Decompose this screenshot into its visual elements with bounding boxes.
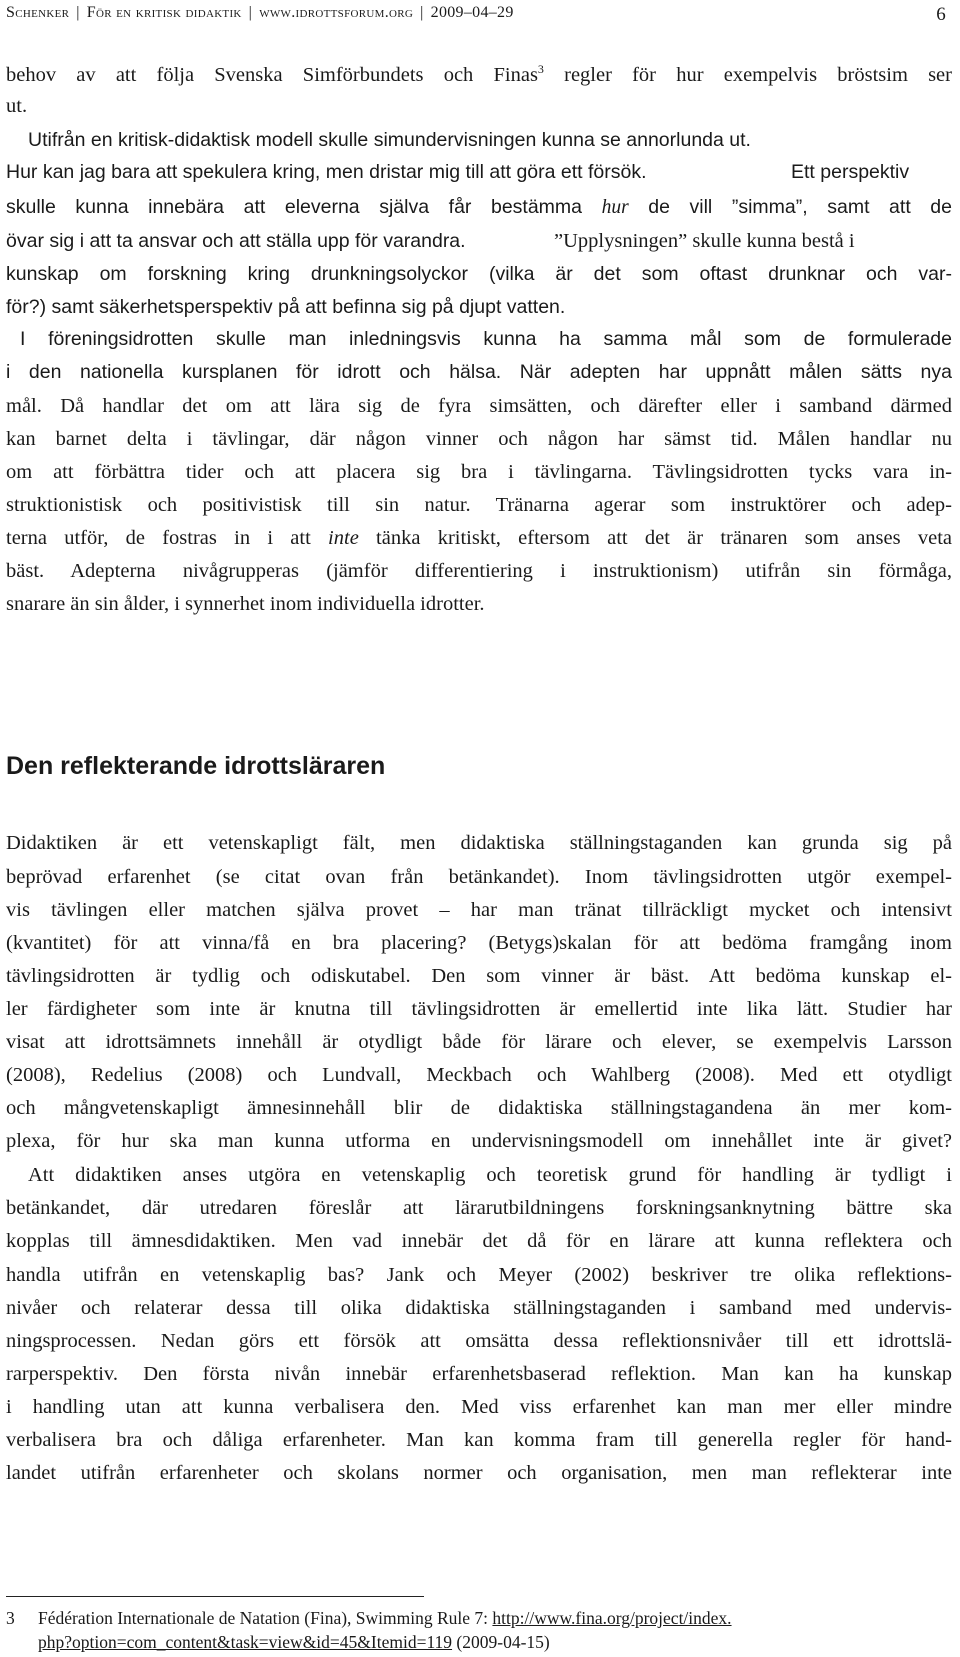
paragraph-4-line-8: (2008), Redelius (2008) och Lundvall, Meckbach och Wahlberg (2008). Med ett otydligt (6, 1064, 952, 1086)
paragraph-4-line-1: Didaktiken är ett vetenskapligt fält, men didaktiska ställningstaganden kan grunda sig på (6, 832, 952, 854)
paragraph-3-line-5: om att förbättra tider och att placera sig bra i tävlingarna. Tävlingsidrotten tycks vara in- (6, 461, 952, 483)
paragraph-3-line-9: snarare än sin ålder, i synnerhet inom individuella idrotter. (6, 593, 485, 615)
paragraph-5-line-8: i handling utan att kunna verbalisera den. Med viss erfarenhet kan man mer eller mindre (6, 1396, 952, 1418)
paragraph-4-line-3: vis tävlingen eller matchen själva provet – har man tränat tillräckligt mycket och intensivt (6, 899, 952, 921)
paragraph-5-line-7: rarperspektiv. Den första nivån innebär erfarenhetsbaserad reflektion. Man kan ha kunskap (6, 1363, 952, 1385)
footnote-link[interactable]: http://www.fina.org/project/index. (492, 1608, 732, 1628)
footnote-line-1 (38, 1607, 732, 1629)
paragraph-5-line-2: betänkandet, där utredaren föreslår att lärarutbildningens forskningsanknytning bättre ska (6, 1197, 952, 1219)
paragraph-2-line-5: kunskap om forskning kring drunkningsolyckor (vilka är det som oftast drunknar och var- (6, 263, 952, 285)
paragraph-3-line-6: struktionistisk och positivistisk till sin natur. Tränarna agerar som instruktörer och adep- (6, 494, 952, 516)
paragraph-4-line-2: beprövad erfarenhet (se citat ovan från betänkandet). Inom tävlingsidrotten utgör exempel- (6, 866, 952, 888)
paragraph-2-line-2b: Ett perspektiv (791, 161, 910, 183)
paragraph-5-line-6: ningsprocessen. Nedan görs ett försök att omsätta dessa reflektionsnivåer till ett idrottslä- (6, 1330, 952, 1352)
paragraph-4-line-9: och mångvetenskapligt ämnesinnehåll blir de didaktiska ställningstagandena än mer kom- (6, 1097, 952, 1119)
paragraph-4-line-5: tävlingsidrotten är tydlig och odiskutabel. Den som vinner är bäst. Att bedöma kunskap el- (6, 965, 952, 987)
paragraph-2-line-1: Utifrån en kritisk-didaktisk modell skulle simundervisningen kunna se annorlunda ut. (28, 129, 751, 151)
paragraph-3-line-8: bäst. Adepterna nivågrupperas (jämför differentiering i instruktionism) utifrån sin förmåga, (6, 560, 952, 582)
paragraph-3-line-7: terna utför, de fostras in i att inte tänka kritiskt, eftersom att det är tränaren som anses veta (6, 527, 952, 549)
paragraph-3-line-1: I föreningsidrotten skulle man inledningsvis kunna ha samma mål som de formulerade (20, 328, 952, 350)
footnote-link-continued[interactable]: php?option=com_content&task=view&id=45&Itemid=119 (38, 1632, 453, 1652)
paragraph-4-line-4: (kvantitet) för att vinna/få en bra placering? (Betygs)skalan för att bedöma framgång inom (6, 932, 952, 954)
paragraph-5-line-5: nivåer och relaterar dessa till olika didaktiska ställningstaganden i samband med undervis- (6, 1297, 952, 1319)
paragraph-5-line-9: verbalisera bra och dåliga erfarenheter. Man kan komma fram till generella regler för hand- (6, 1429, 952, 1451)
paragraph-1-line-1: behov av att följa Svenska Simförbundets och Finas$^3$ regler för hur exempelvis bröstsim ser (6, 62, 952, 86)
footnote-date: (2009-04-15) (452, 1632, 550, 1652)
header-site: www.idrottsforum.org (259, 4, 414, 21)
paragraph-5-line-10: landet utifrån erfarenheter och skolans normer och organisation, men man reflekterar inte (6, 1462, 952, 1484)
paragraph-4-line-7: visat att idrottsämnets innehåll är otydligt både för lärare och elever, se exempelvis Larsson (6, 1031, 952, 1053)
paragraph-4-line-10: plexa, för hur ska man kunna utforma en undervisningsmodell om innehållet inte är givet? (6, 1130, 952, 1152)
header-title: För en kritisk didaktik (86, 4, 242, 21)
paragraph-1-line-2: ut. (6, 95, 28, 117)
header-author: Schenker (6, 4, 70, 21)
paragraph-2-line-4: övar sig i att ta ansvar och att ställa upp för varandra. (6, 230, 466, 252)
running-header: Schenker | För en kritisk didaktik | www.idrottsforum.org | 2009–04–29 6 (6, 4, 946, 25)
paragraph-5-line-1: Att didaktiken anses utgöra en vetenskaplig och teoretisk grund för handling är tydligt i (28, 1164, 952, 1186)
paragraph-2-line-4b: ”Upplysningen” skulle kunna bestå i (554, 230, 855, 252)
footnote-line-2 (38, 1631, 550, 1653)
footnote-number: 3 (6, 1608, 15, 1628)
header-date: 2009–04–29 (430, 4, 514, 21)
paragraph-3-line-3: mål. Då handlar det om att lära sig de fyra simsätten, och därefter eller i samband därmed (6, 395, 952, 417)
paragraph-3-line-4: kan barnet delta i tävlingar, där någon vinner och någon har sämst tid. Målen handlar nu (6, 428, 952, 450)
paragraph-2-line-3: skulle kunna innebära att eleverna själva får bestämma hur de vill ”simma”, samt att de (6, 196, 953, 218)
paragraph-3-line-2: i den nationella kursplanen för idrott och hälsa. När adepten har uppnått målen sätts nya (6, 361, 952, 383)
footnote-ref: 3 (537, 62, 544, 77)
section-heading: Den reflekterande idrottsläraren (6, 752, 386, 780)
page-number: 6 (936, 4, 946, 25)
footnote-text: Fédération Internationale de Natation (Fina), Swimming Rule 7: (38, 1608, 493, 1628)
paragraph-5-line-4: handla utifrån en vetenskaplig bas? Jank och Meyer (2002) beskriver tre olika reflektions- (6, 1264, 952, 1286)
paragraph-5-line-3: kopplas till ämnesdidaktiken. Men vad innebär det då för en lärare att kunna reflektera och (6, 1230, 952, 1252)
footnote-divider (6, 1596, 424, 1597)
paragraph-2-line-2: Hur kan jag bara att spekulera kring, men dristar mig till att göra ett försök. (6, 161, 647, 183)
paragraph-2-line-6: för?) samt säkerhetsperspektiv på att befinna sig på djupt vatten. (6, 296, 566, 318)
paragraph-4-line-6: ler färdigheter som inte är knutna till tävlingsidrotten är emellertid inte lika lätt. Studier har (6, 998, 952, 1020)
